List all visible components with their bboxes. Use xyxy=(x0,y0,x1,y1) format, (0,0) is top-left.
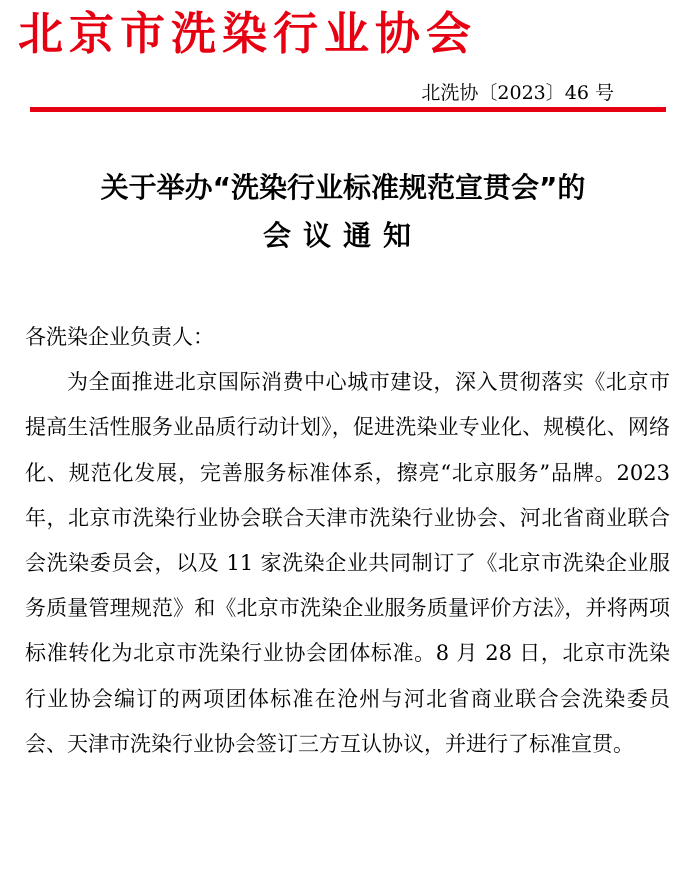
notice-title-line-2: 会议通知 xyxy=(262,219,423,252)
salutation: 各洗染企业负责人： xyxy=(25,325,214,349)
red-separator-line xyxy=(30,107,666,112)
document-number: 北洗协〔2023〕46 号 xyxy=(421,82,614,104)
notice-body xyxy=(25,315,670,767)
notice-title-line-1: 关于举办“洗染行业标准规范宣贯会”的 xyxy=(100,171,586,204)
letterhead-title: 北京市洗染行业协会 xyxy=(18,7,478,60)
body-paragraph: 为全面推进北京国际消费中心城市建设，深入贯彻落实《北京市提高生活性服务业品质行动计划》，促进洗染业专业化、规模化、网络化、规范化发展，完善服务标准体系，擦亮“北京服务”品牌。2023 年，北京市洗染行业协会联合天津市洗染行业协会、河北省商业联合会洗染委员会，以及 11 家洗染企业共同制订了《北京市洗染企业服务质量管理规范》和《北京市洗染企业服务质量评价方法》，并将两项标准转化为北京市洗染行业协会团体标准。8 月 28 日，北京市洗染行业协会编订的两项团体标准在沧州与河北省商业联合会洗染委员会、天津市洗染行业协会签订三方互认协议，并进行了标准宣贯。 xyxy=(25,370,670,756)
